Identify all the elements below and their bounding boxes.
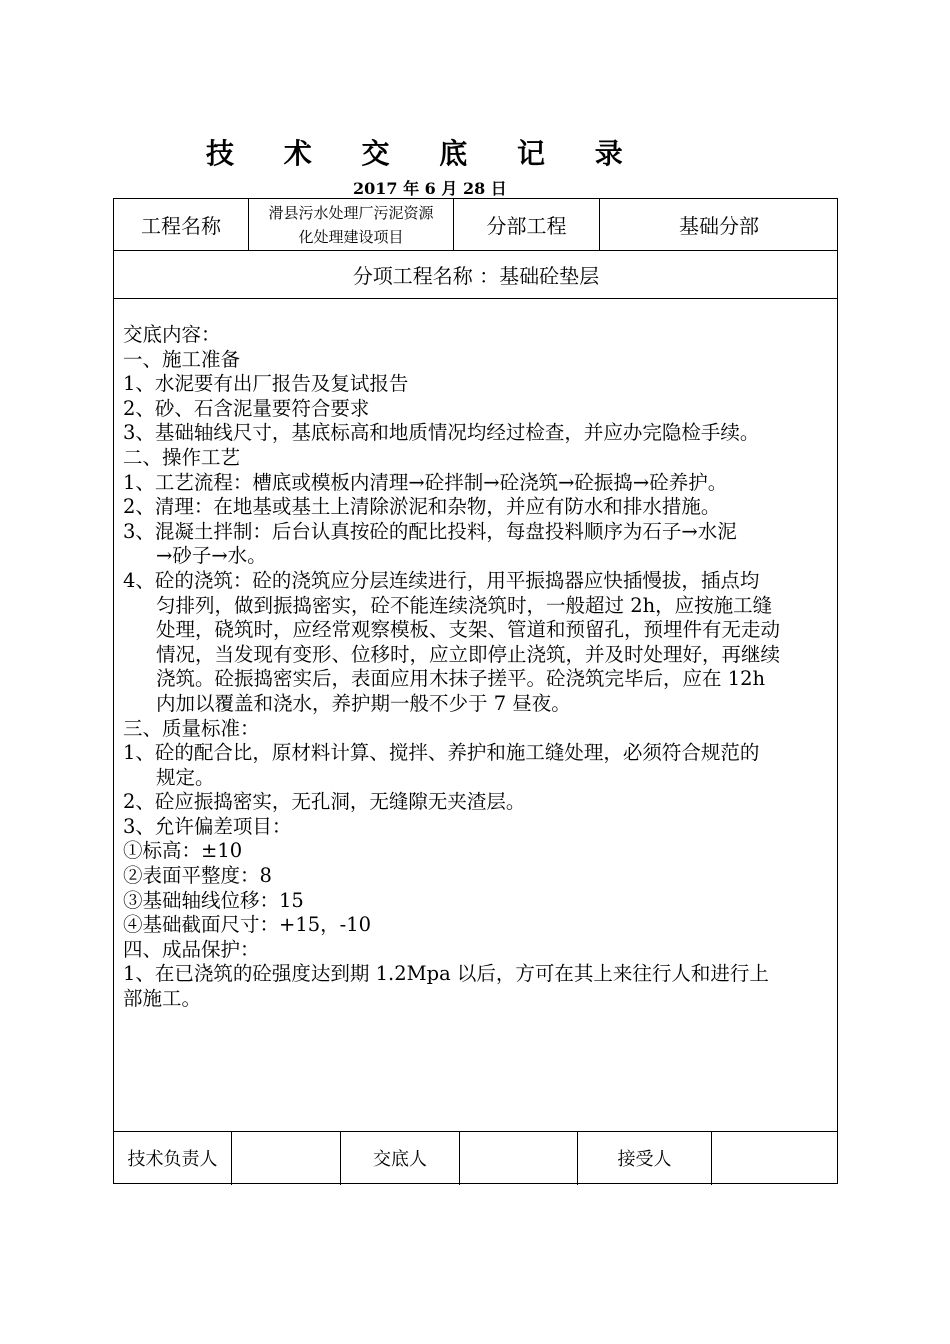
content-line: 1、在已浇筑的砼强度达到期 1.2Mpa 以后，方可在其上来往行人和进行上 xyxy=(123,962,769,986)
content-line: 3、基础轴线尺寸，基底标高和地质情况均经过检查，并应办完隐检手续。 xyxy=(123,421,760,445)
content-line: ①标高：±10 xyxy=(123,839,243,863)
content-line: 二、操作工艺 xyxy=(123,445,241,469)
content-line: 3、混凝土拌制：后台认真按砼的配比投料，每盘投料顺序为石子→水泥 xyxy=(123,519,737,543)
content-line: 1、砼的配合比，原材料计算、搅拌、养护和施工缝处理，必须符合规范的 xyxy=(123,741,760,765)
content-line: 2、砂、石含泥量要符合要求 xyxy=(123,396,370,420)
tech-lead-label: 技术负责人 xyxy=(127,1149,218,1170)
content-line: 内加以覆盖和浇水，养护期一般不少于 7 昼夜。 xyxy=(156,691,571,715)
project-name-label: 工程名称 xyxy=(141,214,221,238)
row-divider xyxy=(114,298,837,299)
content-line: 2、砼应振捣密实，无孔洞，无缝隙无夹渣层。 xyxy=(123,790,526,814)
content-line: 三、质量标准： xyxy=(123,716,260,740)
content-line: →砂子→水。 xyxy=(156,544,267,568)
content-line: 1、水泥要有出厂报告及复试报告 xyxy=(123,372,409,396)
content-line: 3、允许偏差项目： xyxy=(123,814,292,838)
division-value: 基础分部 xyxy=(679,214,759,238)
receiver-label: 接受人 xyxy=(617,1149,672,1170)
content-line: 2、清理：在地基或基土上清除淤泥和杂物，并应有防水和排水措施。 xyxy=(123,495,721,519)
content-line: 4、砼的浇筑：砼的浇筑应分层连续进行，用平振捣器应快插慢拔，插点均 xyxy=(123,568,760,592)
content-line: 情况，当发现有变形、位移时，应立即停止浇筑，并及时处理好，再继续 xyxy=(156,642,781,666)
discloser-label: 交底人 xyxy=(373,1149,427,1170)
division-label: 分部工程 xyxy=(486,214,567,238)
project-name-line-1: 滑县污水处理厂污泥资源 xyxy=(268,203,434,222)
project-name-value xyxy=(249,199,453,250)
content-line: ②表面平整度：8 xyxy=(123,864,272,888)
record-table xyxy=(113,198,838,1184)
content-line: 匀排列，做到振捣密实，砼不能连续浇筑时，一般超过 2h，应按施工缝 xyxy=(156,593,773,617)
document-date: 2017 年 6 月 28 日 xyxy=(353,179,507,198)
project-name-line-2: 化处理建设项目 xyxy=(298,227,404,246)
content-line: 处理，硗筑时，应经常观察模板、支架、管道和预留孔，预埋件有无走动 xyxy=(156,618,781,642)
content-line: 交底内容： xyxy=(123,323,221,346)
content-line: 一、施工准备 xyxy=(123,347,241,371)
content-line: 1、工艺流程：槽底或模板内清理→砼拌制→砼浇筑→砼振捣→砼养护。 xyxy=(123,470,728,494)
disclosure-content xyxy=(123,323,833,1012)
content-line: 部施工。 xyxy=(123,987,202,1011)
subitem-name: 分项工程名称 ：基础砼垫层 xyxy=(352,264,600,288)
content-line: ④基础截面尺寸：+15，-10 xyxy=(123,913,372,937)
content-line: 四、成品保护： xyxy=(123,937,260,961)
content-line: ③基础轴线位移：15 xyxy=(123,888,304,912)
tech-lead-signature-cell xyxy=(232,1132,340,1184)
discloser-signature-cell xyxy=(460,1132,577,1184)
document-title: 技 术 交 底 记 录 xyxy=(206,137,643,170)
content-line: 浇筑。砼振捣密实后，表面应用木抹子搓平。砼浇筑完毕后，应在 12h xyxy=(156,667,766,691)
receiver-signature-cell xyxy=(712,1132,838,1184)
content-line: 规定。 xyxy=(156,765,215,789)
